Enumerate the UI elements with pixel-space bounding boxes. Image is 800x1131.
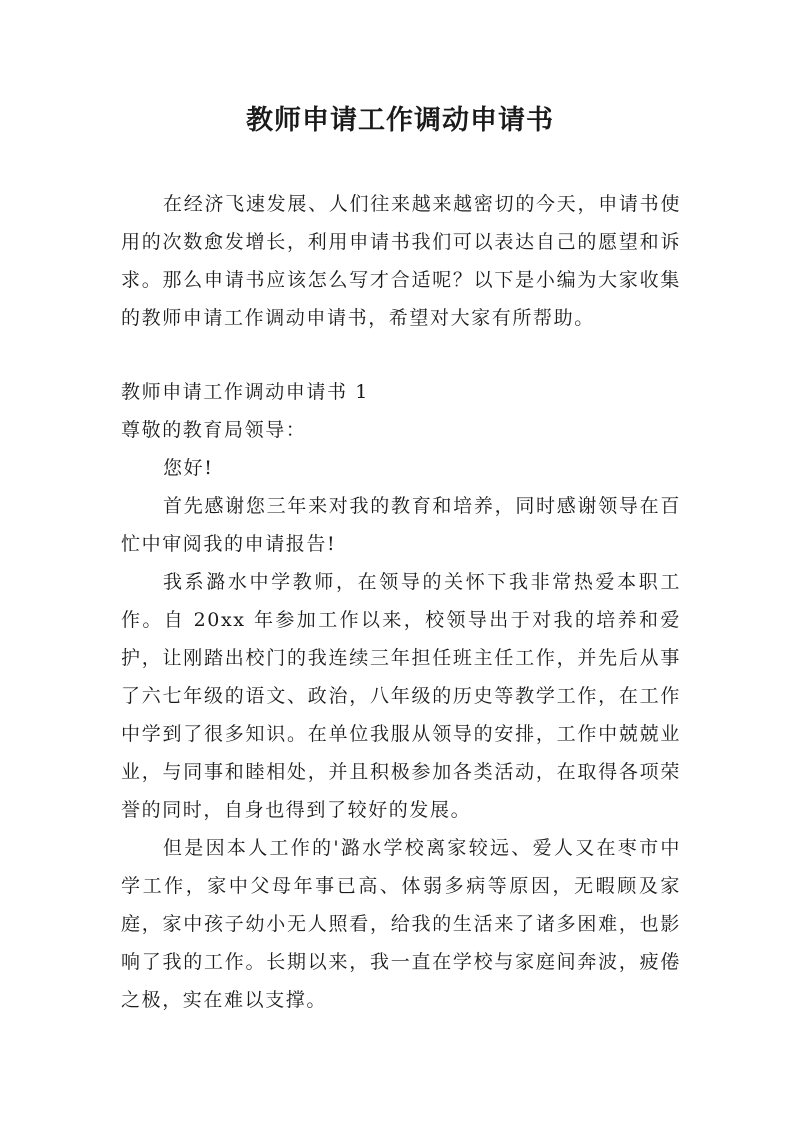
section-heading: 教师申请工作调动申请书 1 bbox=[121, 381, 369, 403]
body-paragraph-3: 但是因本人工作的'潞水学校离家较远、爱人又在枣市中学工作，家中父母年事已高、体弱多病等原因，无暇顾及家庭，家中孩子幼小无人照看，给我的生活来了诸多困难，也影响了我的工作。长期以来，我一直在学校与家庭间奔波，疲倦之极，实在难以支撑。 bbox=[121, 837, 681, 1011]
greeting: 您好! bbox=[163, 457, 214, 479]
body-paragraph-1: 首先感谢您三年来对我的教育和培养，同时感谢领导在百忙中审阅我的申请报告! bbox=[121, 495, 681, 555]
intro-paragraph: 在经济飞速发展、人们往来越来越密切的今天，申请书使用的次数愈发增长，利用申请书我们可以表达自己的愿望和诉求。那么申请书应该怎么写才合适呢？以下是小编为大家收集的教师申请工作调动申请书，希望对大家有所帮助。 bbox=[121, 193, 681, 329]
document-title: 教师申请工作调动申请书 bbox=[246, 105, 554, 136]
body-paragraph-2: 我系潞水中学教师，在领导的关怀下我非常热爱本职工作。自 20xx 年参加工作以来，校领导出于对我的培养和爱护，让刚踏出校门的我连续三年担任班主任工作，并先后从事了六七年级的语文、政治，八年级的历史等教学工作，在工作中学到了很多知识。在单位我服从领导的安排，工作中兢兢业业，与同事和睦相处，并且积极参加各类活动，在取得各项荣誉的同时，自身也得到了较好的发展。 bbox=[121, 571, 681, 821]
salutation: 尊敬的教育局领导： bbox=[121, 419, 307, 441]
